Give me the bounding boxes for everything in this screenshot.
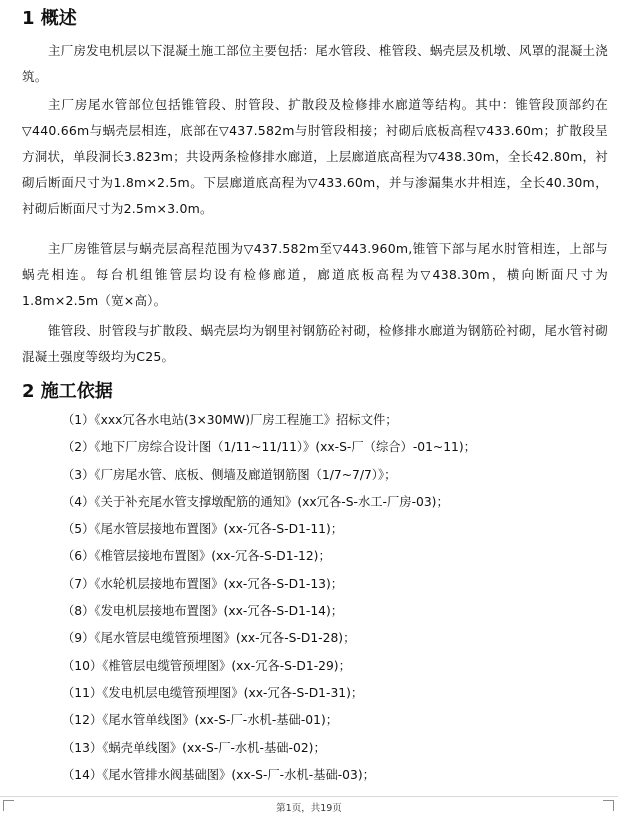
list-item: （10）《椎管层电缆管预埋图》(xx-冗各-S-D1-29)； (62, 658, 351, 673)
list-item: （6）《椎管层接地布置图》(xx-冗各-S-D1-12)； (62, 549, 331, 564)
list-item: （8）《发电机层接地布置图》(xx-冗各-S-D1-14)； (62, 604, 344, 619)
paragraph-overview-1: 主厂房发电机层以下混凝土施工部位主要包括：尾水管段、椎管段、蜗壳层及机墩、风罩的混凝土浇筑。 (22, 43, 608, 84)
list-item: （7）《水轮机层接地布置图》(xx-冗各-S-D1-13)； (62, 576, 344, 591)
list-item: （13）《蜗壳单线图》(xx-S-厂-水机-基础-02)； (62, 740, 326, 755)
list-item: （5）《尾水管层接地布置图》(xx-冗各-S-D1-11)； (62, 522, 344, 537)
footer-divider (0, 796, 618, 797)
list-item: （14）《尾水管排水阀基础图》(xx-S-厂-水机-基础-03)； (62, 767, 375, 782)
section-2-heading: 2 施工依据 (22, 381, 113, 402)
reference-list (62, 407, 476, 789)
section-1-heading: 1 概述 (22, 8, 77, 29)
paragraph-overview-3: 主厂房锥管层与蜗壳层高程范围为▽437.582m至▽443.960m,锥管下部与尾水肘管相连，上部与蜗壳相连。每台机组锥管层均设有检修廊道，廊道底板高程为▽438.30m，横向断面尺寸为1.8m×2.5m（宽×高）。 (22, 241, 608, 308)
list-item: （1）《xxx冗各水电站(3×30MW)厂房工程施工》招标文件； (62, 413, 398, 427)
paragraph-overview-2: 主厂房尾水管部位包括锥管段、肘管段、扩散段及检修排水廊道等结构。其中：锥管段顶部约在▽440.66m与蜗壳层相连，底部在▽437.582m与肘管段相接；衬砌后底板高程▽433.60m；扩散段呈方洞状，单段洞长3.823m；共设两条检修排水廊道，上层廊道底高程为▽438.30m，全长42.80m，衬砌后断面尺寸为1.8m×2.5m。下层廊道底高程为▽433.60m，并与渗漏集水井相连，全长40.30m，衬砌后断面尺寸为2.5m×3.0m。 (22, 97, 608, 216)
list-item: （11）《发电机层电缆管预埋图》(xx-冗各-S-D1-31)； (62, 685, 364, 700)
list-item: （9）《尾水管层电缆管预埋图》(xx-冗各-S-D1-28)； (62, 631, 356, 646)
paragraph-overview-4: 锥管段、肘管段与扩散段、蜗壳层均为钢里衬钢筋砼衬砌，检修排水廊道为钢筋砼衬砌，尾水管衬砌混凝土强度等级均为C25。 (22, 323, 608, 364)
list-item: （12）《尾水管单线图》(xx-S-厂-水机-基础-01)； (62, 713, 339, 728)
list-item: （2）《地下厂房综合设计图（1/11~11/11）》(xx-S-厂（综合）-01~11)； (62, 440, 476, 455)
list-item: （4）《关于补充尾水管支撑墩配筋的通知》(xx冗各-S-水工-厂房-03)； (62, 494, 449, 509)
page-number: 第1页，共19页 (276, 803, 342, 814)
list-item: （3）《厂房尾水管、底板、侧墙及廊道钢筋图（1/7~7/7）》； (62, 467, 397, 482)
